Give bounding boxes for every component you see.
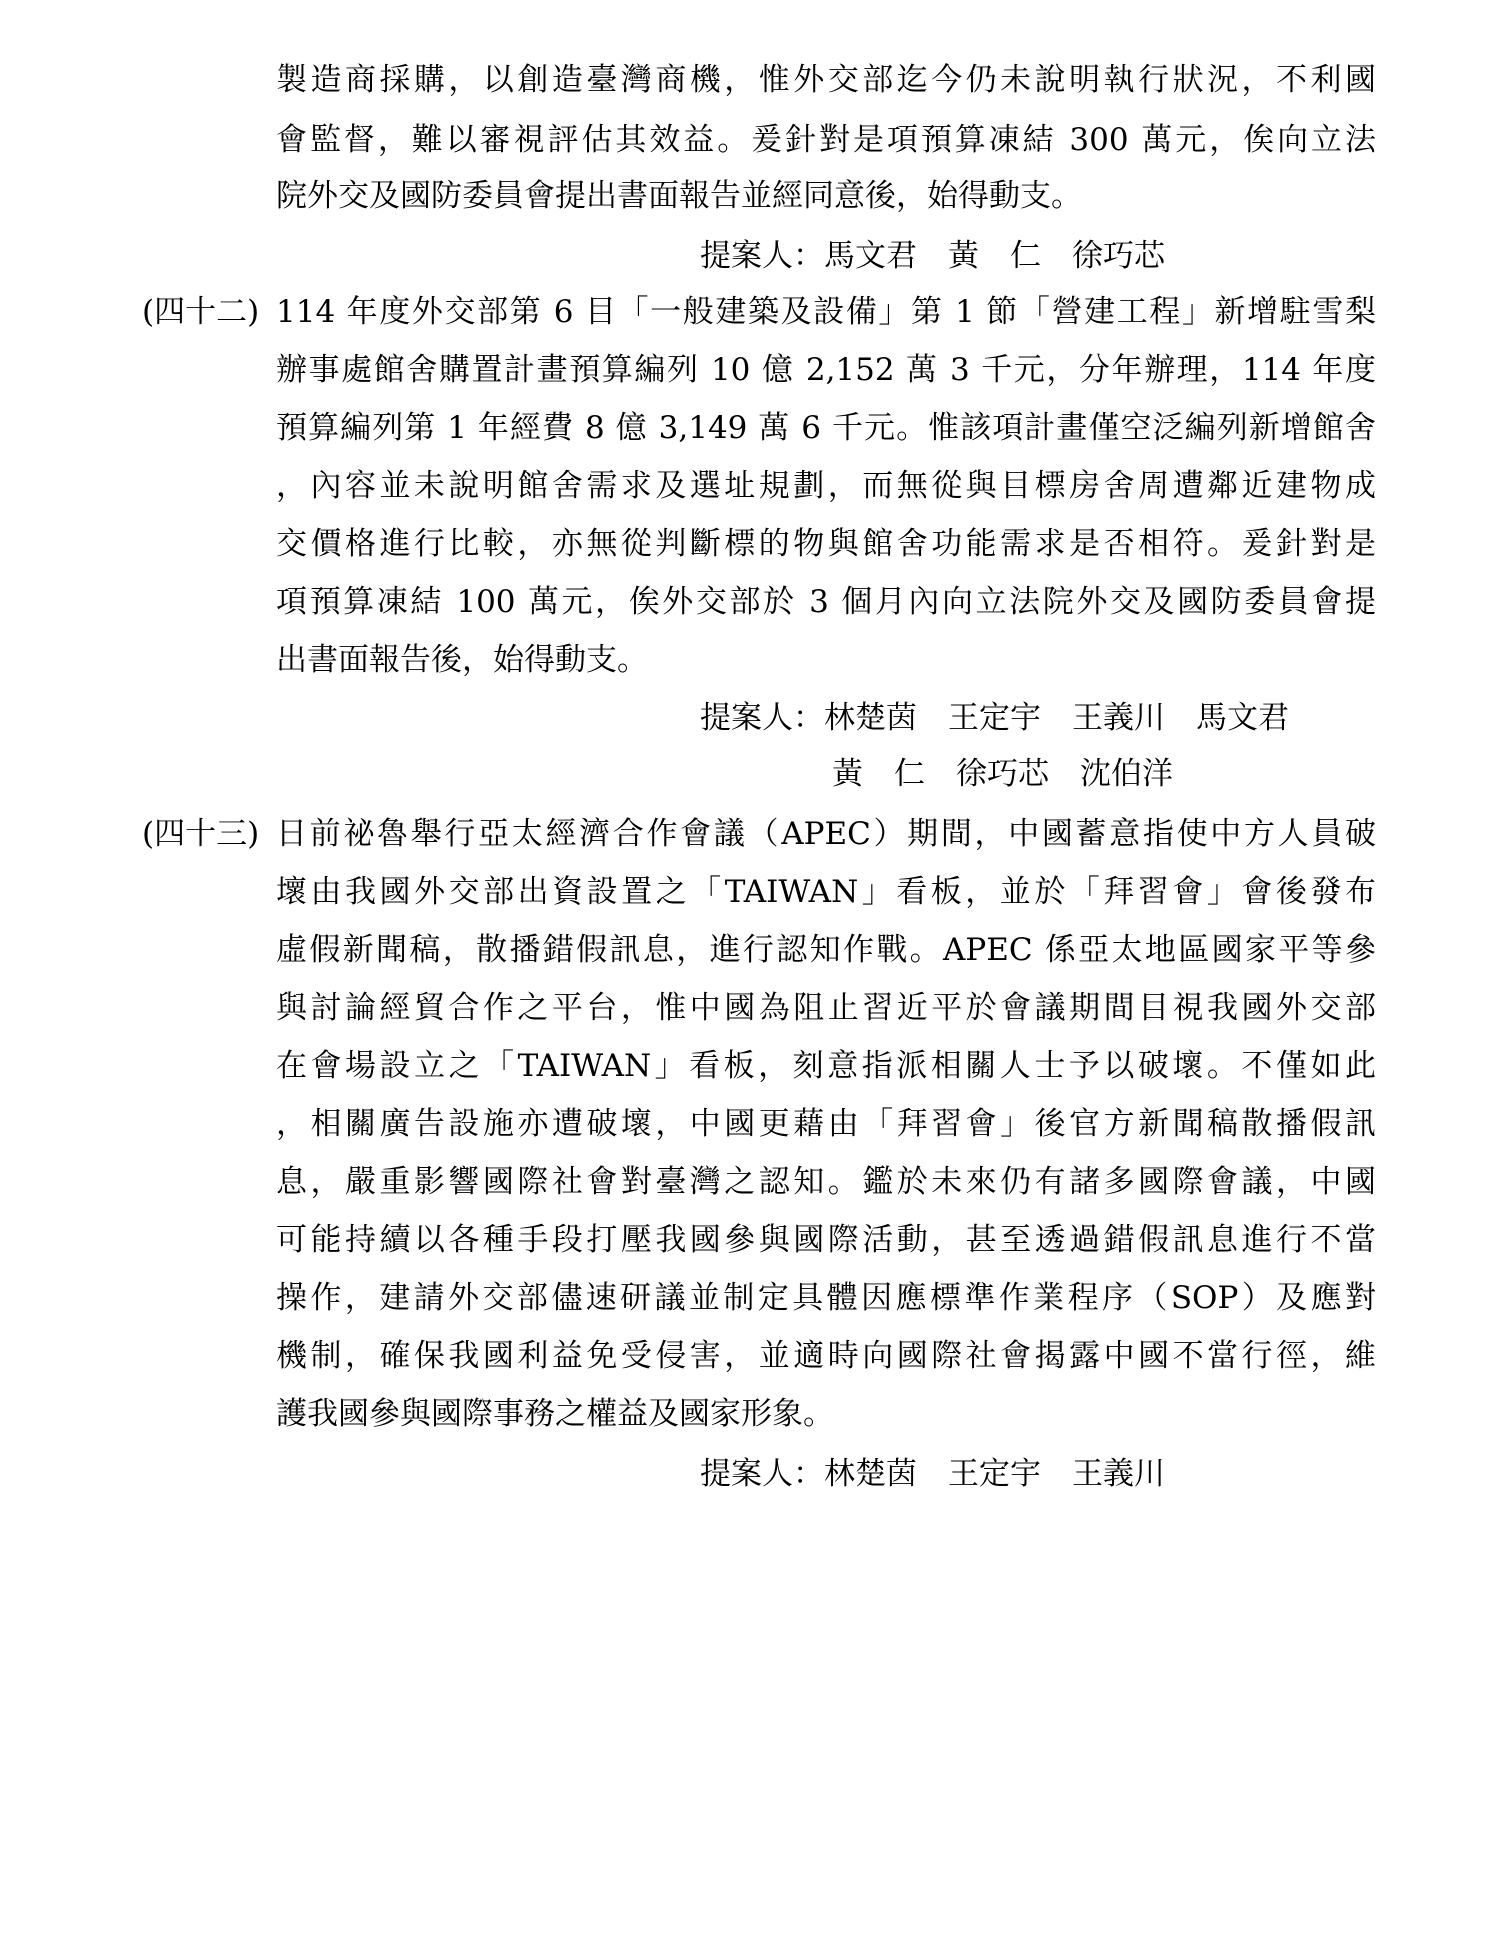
paragraph-line: 息，嚴重影響國際社會對臺灣之認知。鑑於未來仍有諸多國際會議，中國 — [276, 1164, 1376, 1200]
paragraph-line: 在會場設立之「TAIWAN」看板，刻意指派相關人士予以破壞。不僅如此 — [276, 1048, 1376, 1084]
proposers-line: 黃 仁 徐巧芯 沈伯洋 — [832, 756, 1173, 792]
paragraph-line: 院外交及國防委員會提出書面報告並經同意後，始得動支。 — [276, 178, 1082, 214]
proposers-line: 提案人：林楚茵 王定宇 王義川 馬文君 — [700, 700, 1289, 736]
paragraph-line: 製造商採購，以創造臺灣商機，惟外交部迄今仍未說明執行狀況，不利國 — [276, 62, 1376, 98]
paragraph-line: 項預算凍結 100 萬元，俟外交部於 3 個月內向立法院外交及國防委員會提 — [276, 584, 1376, 620]
proposers-line: 提案人：林楚茵 王定宇 王義川 — [700, 1456, 1165, 1492]
paragraph-line: 護我國參與國際事務之權益及國家形象。 — [276, 1396, 834, 1432]
paragraph-line: 機制，確保我國利益免受侵害，並適時向國際社會揭露中國不當行徑，維 — [276, 1338, 1376, 1374]
paragraph-line: 交價格進行比較，亦無從判斷標的物與館舍功能需求是否相符。爰針對是 — [276, 526, 1376, 562]
paragraph-line: 日前祕魯舉行亞太經濟合作會議（APEC）期間，中國蓄意指使中方人員破 — [276, 816, 1376, 852]
item-number-label: (四十二) — [142, 294, 260, 330]
paragraph-line: 會監督，難以審視評估其效益。爰針對是項預算凍結 300 萬元，俟向立法 — [276, 122, 1376, 158]
paragraph-line: 預算編列第 1 年經費 8 億 3,149 萬 6 千元。惟該項計畫僅空泛編列新增館舍 — [276, 410, 1376, 446]
paragraph-line: 操作，建請外交部儘速研議並制定具體因應標準作業程序（SOP）及應對 — [276, 1280, 1376, 1316]
paragraph-line: ，相關廣告設施亦遭破壞，中國更藉由「拜習會」後官方新聞稿散播假訊 — [276, 1106, 1376, 1142]
paragraph-line: 辦事處館舍購置計畫預算編列 10 億 2,152 萬 3 千元，分年辦理，114 年度 — [276, 352, 1376, 388]
proposers-line: 提案人：馬文君 黃 仁 徐巧芯 — [700, 238, 1165, 274]
item-number-label: (四十三) — [142, 816, 260, 852]
paragraph-line: 114 年度外交部第 6 目「一般建築及設備」第 1 節「營建工程」新增駐雪梨 — [276, 294, 1376, 330]
paragraph-line: 出書面報告後，始得動支。 — [276, 642, 648, 678]
paragraph-line: 與討論經貿合作之平台，惟中國為阻止習近平於會議期間目視我國外交部 — [276, 990, 1376, 1026]
paragraph-line: 虛假新聞稿，散播錯假訊息，進行認知作戰。APEC 係亞太地區國家平等參 — [276, 932, 1376, 968]
paragraph-line: 壞由我國外交部出資設置之「TAIWAN」看板，並於「拜習會」會後發布 — [276, 874, 1376, 910]
paragraph-line: ，內容並未說明館舍需求及選址規劃，而無從與目標房舍周遭鄰近建物成 — [276, 468, 1376, 504]
paragraph-line: 可能持續以各種手段打壓我國參與國際活動，甚至透過錯假訊息進行不當 — [276, 1222, 1376, 1258]
